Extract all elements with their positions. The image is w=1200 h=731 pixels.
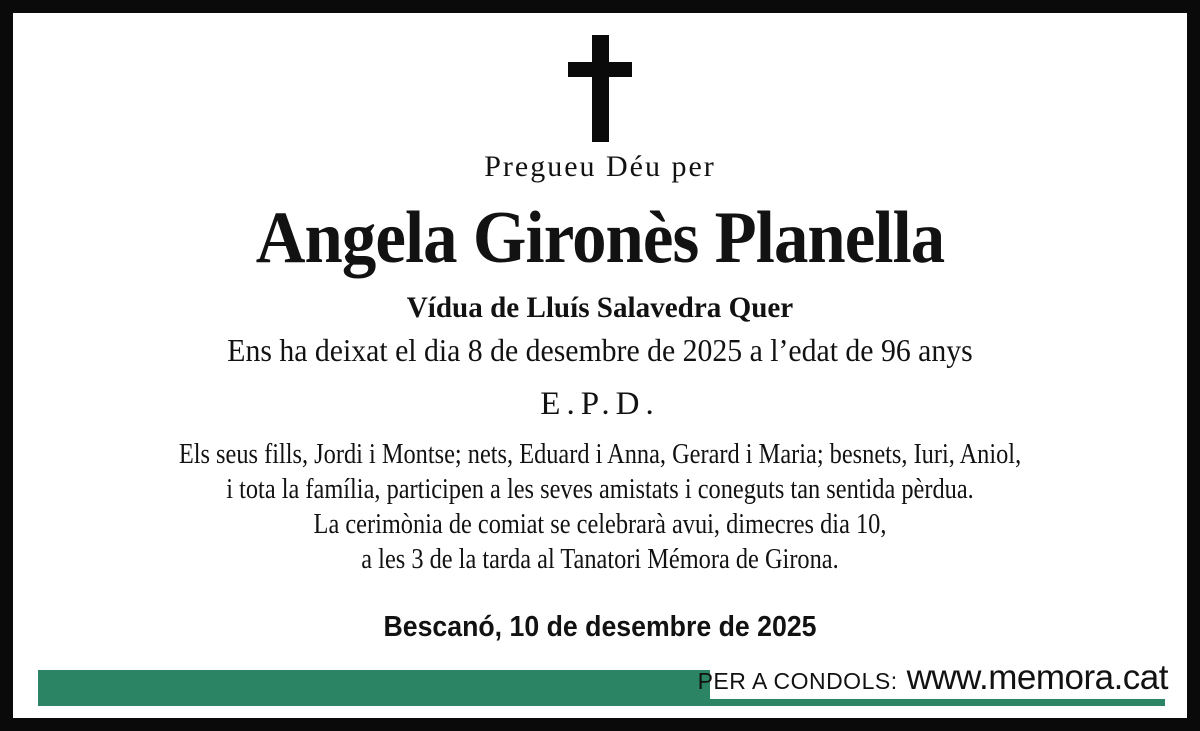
death-date-line: Ens ha deixat el dia 8 de desembre de 2025 a l’edat de 96 anys — [227, 332, 973, 368]
body-line-4: a les 3 de la tarda al Tanatori Mémora de Girona. — [361, 543, 839, 575]
body-line-2: i tota la família, participen a les seves amistats i coneguts tan sentida pèrdua. — [226, 473, 974, 505]
epd-abbreviation: E.P.D. — [540, 386, 660, 422]
city-date-line: Bescanó, 10 de desembre de 2025 — [383, 611, 817, 643]
body-line-1: Els seus fills, Jordi i Montse; nets, Eduard i Anna, Gerard i Maria; besnets, Iuri, Aniol, — [178, 438, 1022, 470]
condolences-footer — [698, 660, 1168, 695]
cross-vertical-bar — [592, 35, 609, 142]
memora-website-link[interactable]: www.memora.cat — [906, 658, 1168, 697]
brand-green-rule — [710, 699, 1165, 706]
condolences-label: PER A CONDOLS: — [697, 668, 898, 694]
relation-line: Vídua de Lluís Salavedra Quer — [406, 291, 794, 324]
latin-cross-icon — [568, 35, 632, 142]
invocation-text: Pregueu Déu per — [484, 150, 716, 183]
cross-horizontal-bar — [568, 62, 632, 77]
brand-green-bar — [38, 670, 710, 706]
family-and-ceremony-paragraph — [96, 437, 1104, 577]
deceased-name: Angela Gironès Planella — [255, 197, 945, 279]
body-line-3: La cerimònia de comiat se celebrarà avui, dimecres dia 10, — [313, 508, 887, 540]
